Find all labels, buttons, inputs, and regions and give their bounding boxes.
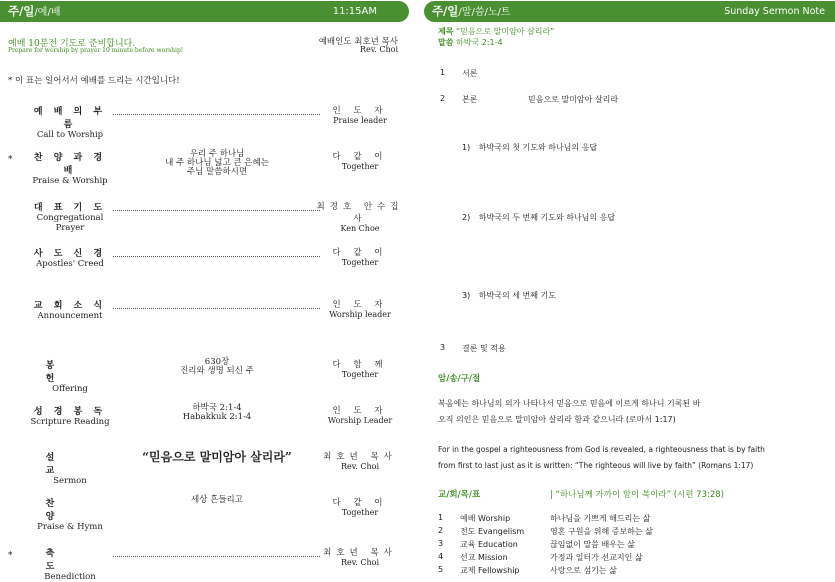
order-item-en: Announcement	[37, 311, 103, 321]
worship-order-panel	[0, 0, 412, 582]
vision-item	[438, 539, 635, 549]
section-label: 주/일	[8, 4, 35, 18]
vision-item	[438, 552, 643, 562]
conclusion-item	[440, 343, 506, 353]
church-vision-heading: 교/회/목/표	[438, 490, 481, 500]
order-item-role	[310, 358, 410, 379]
worship-leader-en: Rev. Choi	[359, 45, 398, 54]
order-item-detail: 하박국 2:1-4 Habakkuk 2:1-4	[182, 403, 252, 422]
vision-number: 1	[438, 513, 444, 522]
order-item-ko: 사 도 신 경	[33, 249, 107, 259]
standing-marker: *	[8, 155, 13, 165]
vision-name: 교육 Education	[460, 540, 518, 549]
vision-number: 2	[438, 526, 444, 535]
order-item-detail: “믿음으로 말미암아 살리라”	[142, 450, 292, 464]
title-value: “믿음으로 말미암아 살리라”	[456, 27, 555, 36]
scripture-value: 하박국 2:1-4	[456, 38, 503, 47]
order-item-en: Benediction	[44, 572, 96, 582]
order-item-name	[25, 104, 115, 140]
order-item-en: Offering	[52, 384, 88, 394]
order-item-ko: 대 표 기 도	[33, 203, 107, 213]
service-time: 11:15AM	[332, 6, 377, 17]
order-item-en: Sermon	[53, 476, 87, 486]
order-item-ko: 설 교	[45, 453, 95, 476]
memory-verse-en-2: from first to last just as it is written: “The righteous will live by faith” (Romans 1:17)	[438, 461, 754, 470]
sermon-title-line	[438, 26, 554, 37]
standing-note: * 이 표는 일어서서 예배를 드리는 시간입니다!	[8, 76, 180, 86]
order-item-role	[310, 496, 410, 517]
point-number: 1)	[462, 143, 471, 152]
vision-item	[438, 565, 617, 575]
vision-item	[438, 526, 653, 536]
subsection-label: /예/배	[34, 7, 61, 18]
role-ko: 인 도 자	[332, 300, 388, 310]
role-en: Ken Choe	[340, 224, 380, 233]
order-item-en: Congregational Prayer	[36, 213, 104, 233]
order-item-ko: 축 도	[45, 549, 95, 572]
order-item-name	[25, 246, 115, 269]
point-text: 하박국의 세 번째 기도	[478, 291, 556, 300]
role-en: Together	[341, 258, 379, 267]
dotted-leader	[113, 556, 320, 557]
outline-number: 1	[440, 68, 446, 77]
order-item-name	[25, 450, 115, 486]
sermon-point	[462, 290, 556, 301]
scripture-line	[438, 37, 503, 48]
order-item-ko: 봉 헌	[45, 361, 95, 384]
order-item-ko: 교 회 소 식	[33, 301, 107, 311]
memory-verse-heading: 암/송/구/절	[438, 374, 481, 384]
order-item-name	[25, 150, 115, 186]
vision-number: 5	[438, 565, 444, 574]
role-en: Rev. Choi	[340, 558, 380, 567]
vision-item	[438, 513, 651, 523]
vision-desc: 끊임없이 말씀 배우는 삶	[550, 540, 635, 549]
point-number: 2)	[462, 213, 471, 222]
order-item-detail: 세상 흔들리고	[191, 495, 243, 505]
order-item-role	[310, 150, 410, 171]
order-item-name	[25, 496, 115, 532]
order-item-role	[310, 404, 410, 425]
role-ko: 다 같 이	[332, 152, 388, 162]
order-item-name	[25, 358, 115, 394]
order-item-role	[310, 298, 410, 319]
outline-item	[440, 68, 478, 78]
order-item-name	[25, 404, 115, 427]
worship-header-bar	[0, 1, 409, 22]
order-item-detail: 630장 진리와 생명 되신 주	[180, 357, 254, 376]
vision-number: 3	[438, 539, 444, 548]
outline-item	[440, 94, 619, 104]
vision-desc: 하나님을 기쁘게 해드리는 삶	[550, 514, 651, 523]
order-item-role	[310, 200, 410, 233]
role-ko: 다 함 께	[332, 360, 388, 370]
outline-number: 3	[440, 343, 446, 352]
memory-verse-ko-1: 복음에는 하나님의 의가 나타나서 믿음으로 믿음에 이르게 하나니 기록된 바	[438, 399, 701, 408]
role-ko: 최호년 목사	[323, 548, 397, 558]
order-item-role	[310, 246, 410, 267]
dotted-leader	[113, 114, 320, 115]
vision-desc: 영혼 구원을 위해 증보하는 삶	[550, 527, 653, 536]
title-label: 제목	[438, 27, 454, 36]
vision-name: 전도 Evangelism	[460, 527, 525, 536]
order-item-role	[310, 450, 410, 471]
worship-leader-title: 예배인도 최호년 목사	[318, 37, 398, 47]
order-item-ko: 찬 양	[45, 499, 95, 522]
role-en: Worship leader	[329, 310, 391, 319]
prayer-notice-en: Prepare for worship by prayer 10 minute before worship!	[8, 47, 184, 54]
point-text: 하박국의 첫 기도와 하나님의 응답	[478, 143, 598, 152]
standing-marker: *	[8, 551, 13, 561]
point-text: 하박국의 두 번째 기도와 하나님의 응답	[478, 213, 616, 222]
order-item-en: Praise & Worship	[32, 176, 108, 186]
vision-desc: 가정과 일터가 선교지인 삶	[550, 553, 643, 562]
vision-name: 교제 Fellowship	[460, 566, 520, 575]
sermon-header-bar	[424, 1, 835, 22]
outline-label: 본론	[462, 95, 478, 104]
sermon-note-title: Sunday Sermon Note	[724, 6, 825, 17]
scripture-label: 말씀	[438, 38, 454, 47]
order-item-role	[310, 546, 410, 567]
order-item-name	[25, 546, 115, 582]
subsection-label: /말/씀/노/트	[458, 7, 511, 18]
role-en: Rev. Choi	[340, 462, 380, 471]
role-ko: 최경호 안수집사	[316, 202, 404, 224]
memory-verse-en-1: For in the gospel a righteousness from God is revealed, a righteousness that is by faith	[438, 445, 765, 454]
role-ko: 다 같 이	[332, 498, 388, 508]
church-motto: | “하나님께 가까이 함이 복이라” (시편 73:28)	[550, 490, 724, 500]
role-ko: 최호년 목사	[323, 452, 397, 462]
order-item-en: Apostles' Creed	[36, 259, 104, 269]
order-item-name	[25, 298, 115, 321]
outline-number: 2	[440, 94, 446, 103]
memory-verse-ko-2: 오직 의인은 믿음으로 말미암아 살리라 함과 같으니라 (로마서 1:17)	[438, 415, 676, 424]
role-en: Together	[341, 370, 379, 379]
dotted-leader	[113, 256, 320, 257]
role-ko: 인 도 자	[332, 106, 388, 116]
section-label: 주/일	[432, 4, 459, 18]
role-ko: 다 같 이	[332, 248, 388, 258]
order-item-ko: 찬 양 과 경 배	[33, 153, 107, 176]
outline-text: 믿음으로 말미암아 살리라	[528, 95, 619, 104]
role-ko: 인 도 자	[332, 406, 388, 416]
prayer-notice-ko: 예배 10분전 기도로 준비합니다.	[8, 39, 136, 49]
order-item-name	[25, 200, 115, 233]
role-en: Worship Leader	[327, 416, 393, 425]
dotted-leader	[113, 308, 320, 309]
vision-name: 선교 Mission	[460, 553, 508, 562]
order-item-ko: 예 배 의 부 름	[33, 107, 107, 130]
point-number: 3)	[462, 291, 471, 300]
dotted-leader	[113, 210, 320, 211]
order-item-role	[310, 104, 410, 125]
vision-number: 4	[438, 552, 444, 561]
vision-desc: 사랑으로 섬기는 삶	[550, 566, 617, 575]
outline-label: 서론	[462, 69, 478, 78]
sermon-note-panel	[420, 0, 835, 578]
outline-label: 결론 및 적용	[462, 344, 506, 353]
role-en: Praise leader	[333, 116, 387, 125]
order-item-en: Scripture Reading	[30, 417, 110, 427]
sermon-point	[462, 212, 615, 223]
role-en: Together	[341, 508, 379, 517]
order-item-en: Praise & Hymn	[37, 522, 103, 532]
order-item-en: Call to Worship	[36, 130, 104, 140]
vision-name: 예배 Worship	[460, 514, 511, 523]
order-item-detail: 우리 주 하나님 내 주 하나님 넓고 큰 은혜는 주님 말씀하시면	[165, 149, 269, 177]
sermon-point	[462, 142, 597, 153]
role-en: Together	[341, 162, 379, 171]
order-item-ko: 성 경 봉 독	[33, 407, 107, 417]
